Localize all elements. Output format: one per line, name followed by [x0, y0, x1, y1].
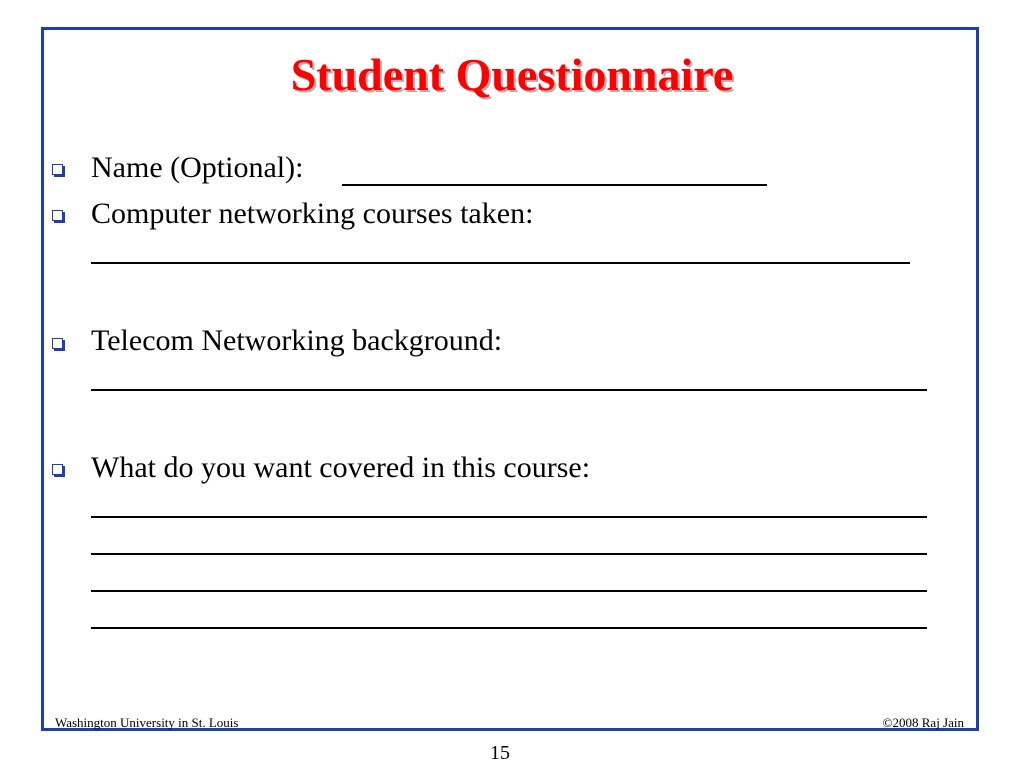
footer-institution: Washington University in St. Louis — [55, 715, 239, 730]
item-telecom-label: Telecom Networking background: — [91, 324, 503, 357]
page-number: 15 — [490, 742, 510, 764]
checkbox-bullet-icon — [52, 338, 63, 349]
checkbox-bullet-icon — [52, 464, 63, 475]
coverage-answer-line — [91, 516, 927, 518]
telecom-answer-line — [91, 389, 927, 391]
item-name-label: Name (Optional): — [91, 151, 304, 184]
item-courses-label: Computer networking courses taken: — [91, 197, 534, 230]
slide-title: Student Questionnaire — [290, 49, 734, 100]
coverage-answer-line — [91, 590, 927, 592]
name-answer-line — [342, 184, 767, 186]
checkbox-bullet-icon — [52, 164, 63, 175]
coverage-answer-line — [91, 553, 927, 555]
coverage-answer-line — [91, 627, 927, 629]
item-coverage-label: What do you want covered in this course: — [91, 451, 591, 484]
checkbox-bullet-icon — [52, 210, 63, 221]
footer-copyright: ©2008 Raj Jain — [882, 715, 964, 730]
courses-answer-line — [91, 262, 910, 264]
slide-frame — [41, 27, 979, 731]
